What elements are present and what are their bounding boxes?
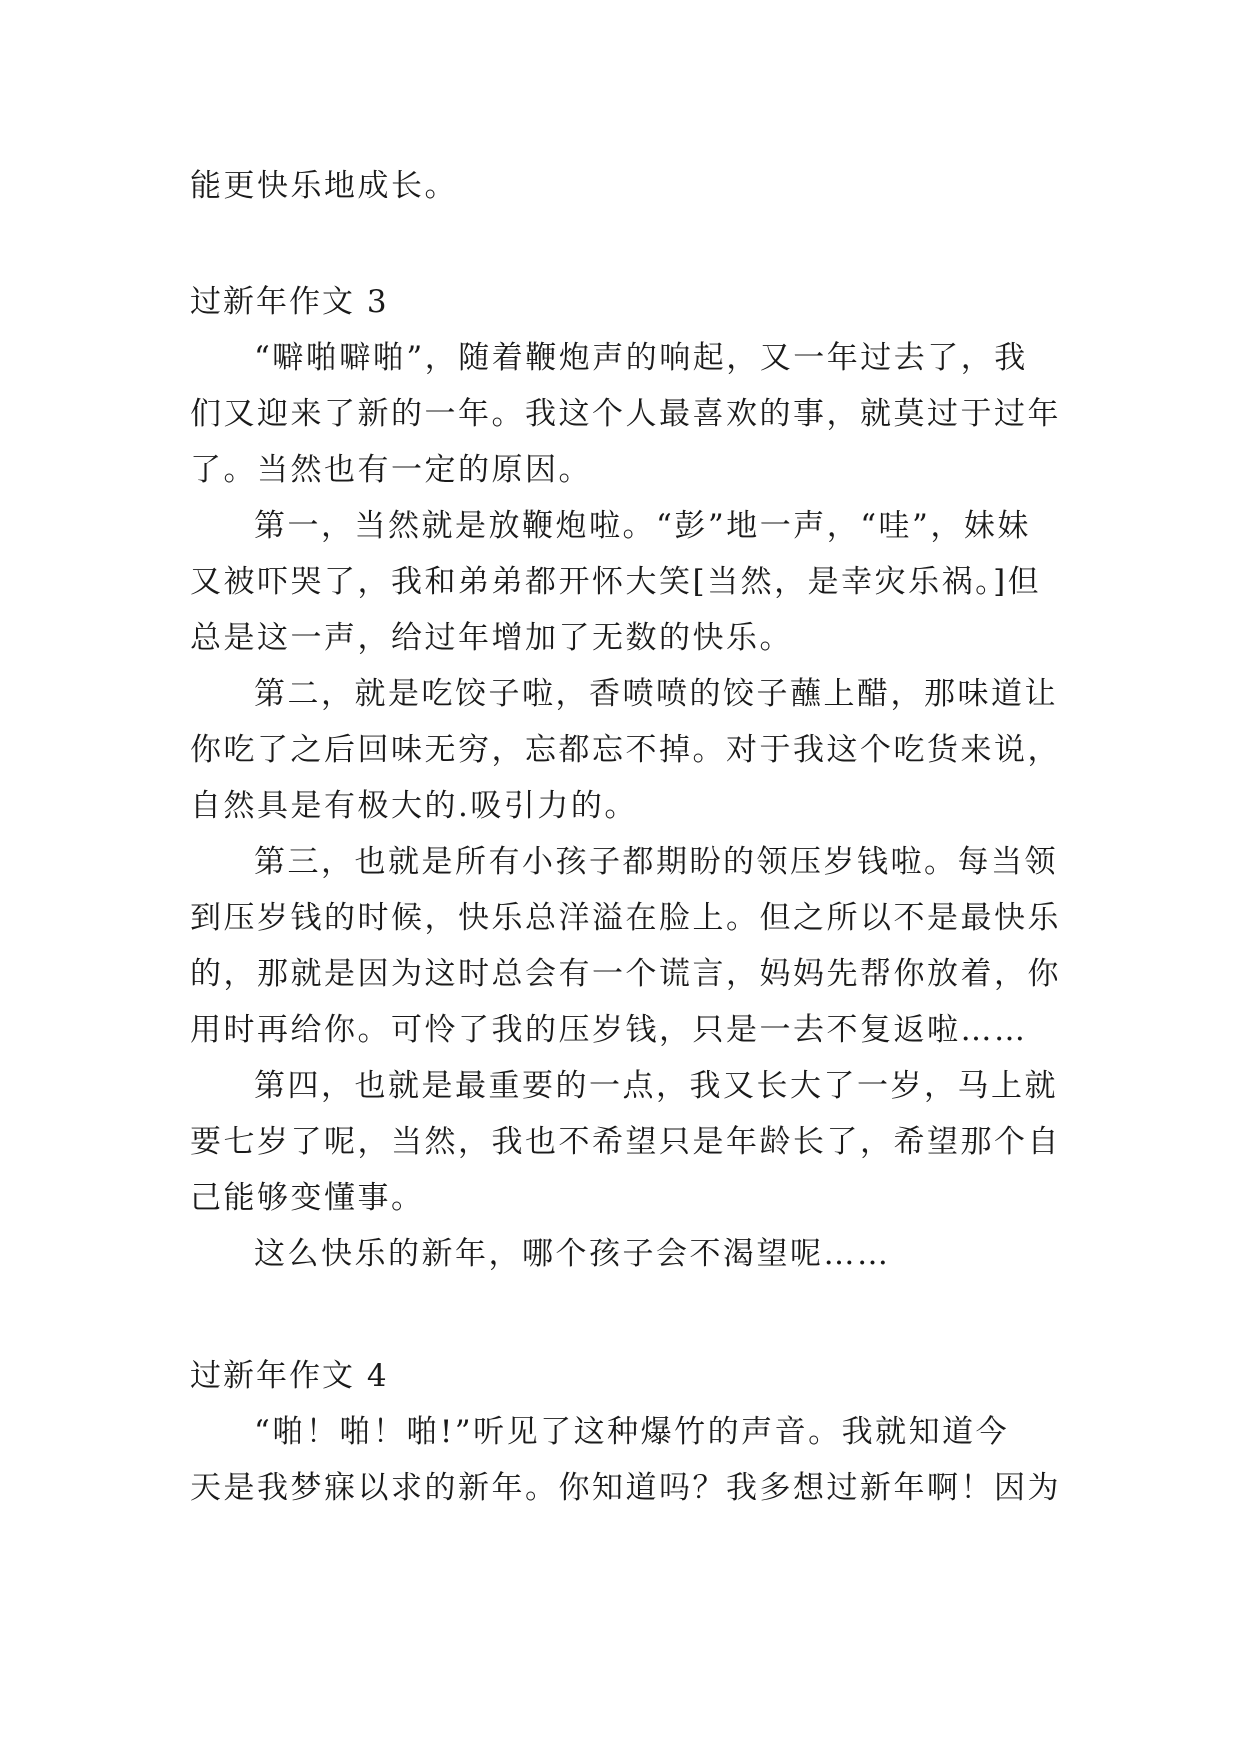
paragraph-line: 了。当然也有一定的原因。 xyxy=(190,452,592,488)
paragraph-line: 自然具是有极大的.吸引力的。 xyxy=(190,788,638,824)
essay-3-title: 过新年作文 3 xyxy=(190,284,389,320)
essay-4-body xyxy=(190,1404,1070,1516)
paragraph-line: 们又迎来了新的一年。我这个人最喜欢的事，就莫过于过年 xyxy=(190,396,1061,432)
essay-3-body xyxy=(190,330,1070,1282)
paragraph-line: 又被吓哭了，我和弟弟都开怀大笑[当然，是幸灾乐祸。]但 xyxy=(190,564,1042,600)
paragraph-line: 总是这一声，给过年增加了无数的快乐。 xyxy=(190,620,793,656)
paragraph-line: 天是我梦寐以求的新年。你知道吗？我多想过新年啊！因为 xyxy=(190,1470,1061,1506)
paragraph-line: 能更快乐地成长。 xyxy=(190,168,458,204)
paragraph-line: 第二，就是吃饺子啦，香喷喷的饺子蘸上醋，那味道让 xyxy=(254,676,1058,712)
essay-4-title: 过新年作文 4 xyxy=(190,1358,389,1394)
paragraph-line: 到压岁钱的时候，快乐总洋溢在脸上。但之所以不是最快乐 xyxy=(190,900,1061,936)
paragraph-line: 这么快乐的新年，哪个孩子会不渴望呢…… xyxy=(254,1236,891,1272)
paragraph-line: 你吃了之后回味无穷，忘都忘不掉。对于我这个吃货来说， xyxy=(190,732,1061,768)
paragraph-line: 第三，也就是所有小孩子都期盼的领压岁钱啦。每当领 xyxy=(254,844,1058,880)
paragraph-line: 己能够变懂事。 xyxy=(190,1180,425,1216)
paragraph-line: 第四，也就是最重要的一点，我又长大了一岁，马上就 xyxy=(254,1068,1058,1104)
paragraph-line: 用时再给你。可怜了我的压岁钱，只是一去不复返啦…… xyxy=(190,1012,1028,1048)
paragraph-line: 的，那就是因为这时总会有一个谎言，妈妈先帮你放着，你 xyxy=(190,956,1061,992)
paragraph-line: “噼啪噼啪”，随着鞭炮声的响起，又一年过去了，我 xyxy=(254,340,1028,376)
paragraph-line: 第一，当然就是放鞭炮啦。“彭”地一声，“哇”，妹妹 xyxy=(254,508,1031,544)
section-gap xyxy=(190,214,1070,274)
document-page xyxy=(190,158,1070,1516)
paragraph-line: 要七岁了呢，当然，我也不希望只是年龄长了，希望那个自 xyxy=(190,1124,1061,1160)
paragraph-line: “啪！啪！啪!”听见了这种爆竹的声音。我就知道今 xyxy=(254,1414,1010,1450)
section-gap xyxy=(190,1282,1070,1348)
